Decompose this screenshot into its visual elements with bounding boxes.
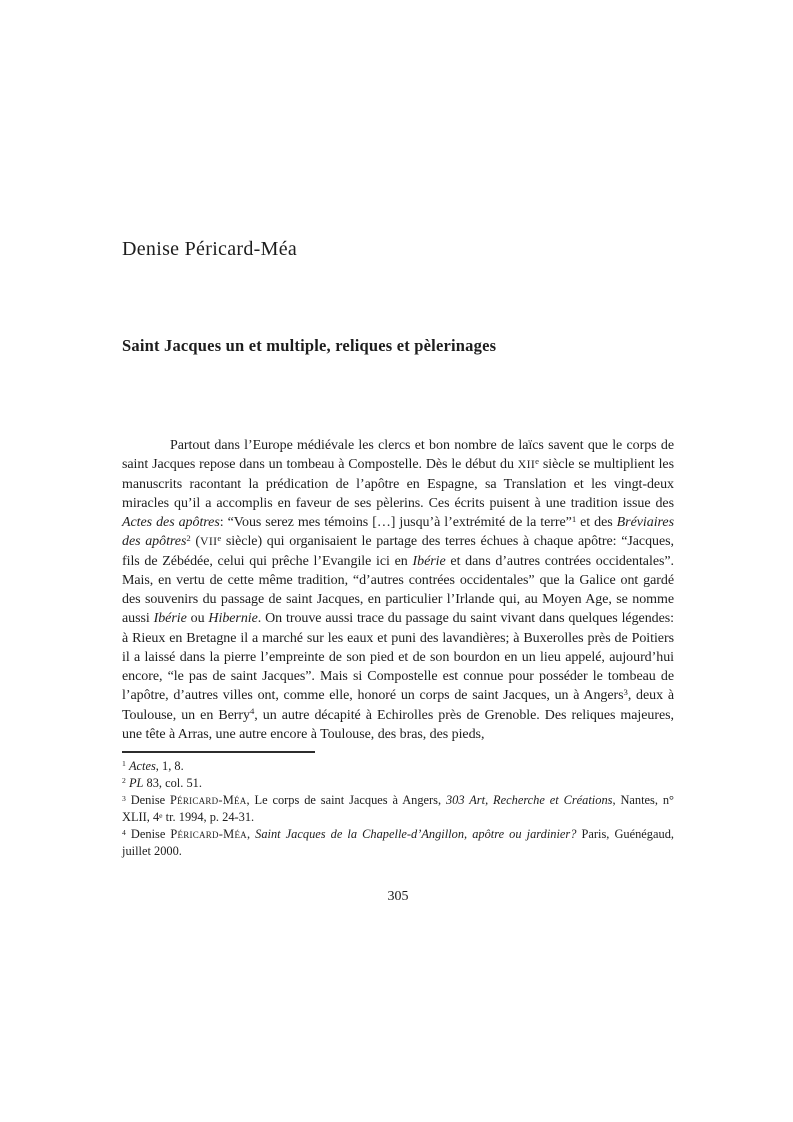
text-segment: 83, col. 51. — [143, 776, 202, 791]
text-segment: . On trouve aussi trace du passage du saint vivant dans quelques légendes: à Rieux en Bretagne il a marché sur les eaux et puni des lavandières; à Buxerolles près de Poitiers il a laissé dans la pierre l’empreinte de son pied et de son bourdon en un lieu appelé, aujourd’hui encore, “le pas de saint Jacques”. Mais si Compostelle est connue pour posséder le tombeau de l’apôtre, d’autres villes ont, comme elle, honoré un corps de saint Jacques, un à Angers — [122, 611, 674, 704]
text-segment: , — [246, 827, 256, 842]
text-segment: Denise — [125, 793, 171, 808]
text-segment: 4 — [249, 706, 255, 717]
page-content — [122, 436, 674, 905]
text-segment: ( — [190, 534, 200, 550]
footnote-1 — [122, 758, 674, 775]
text-segment: VII — [199, 535, 218, 549]
text-segment: tr. 1994, p. 24-31. — [162, 810, 255, 825]
footnote-4 — [122, 826, 674, 860]
text-segment: Bréviaires des apôtres — [122, 515, 674, 550]
text-segment: 303 Art, Recherche et Créations — [445, 793, 613, 808]
text-segment: Denise — [125, 827, 171, 842]
text-segment: Hibernie — [208, 611, 258, 627]
text-segment: 2 — [186, 533, 191, 544]
text-segment: 3 — [122, 793, 126, 803]
text-segment: : “Vous serez mes témoins […] jusqu’à l’extrémité de la terre” — [219, 515, 572, 530]
text-segment: Péricard-Méa — [170, 827, 247, 842]
text-segment: 2 — [122, 776, 126, 786]
author-name: Denise Péricard-Méa — [122, 238, 298, 260]
text-segment: , Nantes, n° XLII, 4 — [122, 793, 674, 825]
text-segment: Saint Jacques de la Chapelle-d’Angillon, apôtre ou jardinier? — [255, 827, 577, 842]
text-segment: 1 — [571, 513, 577, 524]
text-segment: PL — [128, 776, 144, 791]
text-segment: 1 — [122, 759, 126, 769]
text-segment: , Le corps de saint Jacques à Angers, — [246, 793, 446, 808]
text-segment: XII — [517, 458, 536, 472]
page-number: 305 — [387, 888, 409, 904]
text-segment: , un autre décapité à Echirolles près de Grenoble. Des reliques majeures, une tête à Arras, une autre encore à Toulouse, des bras, des pieds, — [122, 707, 675, 742]
text-segment: et dans d’autres contrées occidentales”. Mais, en vertu de cette même tradition, “d’autres contrées occidentales” que la Galice ont gardé des souvenirs du passage de saint Jacques, en particulier l’Irlande qui, au Moyen Age, se nomme aussi — [122, 553, 674, 627]
text-segment: 3 — [623, 687, 628, 698]
text-segment: e — [217, 533, 222, 544]
body-paragraph — [122, 436, 674, 744]
text-segment: Actes des apôtres — [122, 515, 220, 530]
text-segment: , deux à Toulouse, un en Berry — [122, 688, 674, 723]
text-segment: Ibérie — [153, 611, 187, 627]
footnote-separator-rule — [122, 751, 315, 753]
footnote-2 — [122, 775, 674, 792]
article-title: Saint Jacques un et multiple, reliques et pèlerinages — [122, 336, 497, 355]
text-segment: Paris, Guénégaud, juillet 2000. — [122, 827, 674, 859]
text-segment: ou — [186, 611, 209, 627]
text-segment: Péricard-Méa — [170, 793, 247, 808]
text-segment: 4 — [122, 827, 126, 837]
text-segment: et des — [576, 515, 617, 530]
text-segment: siècle se multiplient les manuscrits racontant la prédication de l’apôtre en Espagne, sa Translation et les vingt-deux miracles qu’il a accomplis en faveur de ses pèlerins. Ces écrits puisent à une tradition issue des — [122, 457, 674, 511]
text-segment: e — [535, 456, 539, 467]
text-segment: Partout dans l’Europe médiévale les clercs et bon nombre de laïcs savent que le corps de saint Jacques repose dans un tombeau à Compostelle. Dès le début du — [122, 438, 674, 473]
text-segment: , 1, 8. — [155, 759, 184, 773]
footnotes-section — [122, 758, 674, 861]
text-segment: siècle) qui organisaient le partage des terres échues à chaque apôtre: “Jacques, fils de Zébédée, celui qui prêche l’Evangile ici en — [122, 534, 675, 569]
text-segment: e — [159, 810, 163, 820]
text-segment: Ibérie — [412, 553, 446, 569]
text-segment: Actes — [128, 759, 156, 773]
footnote-3 — [122, 792, 674, 826]
